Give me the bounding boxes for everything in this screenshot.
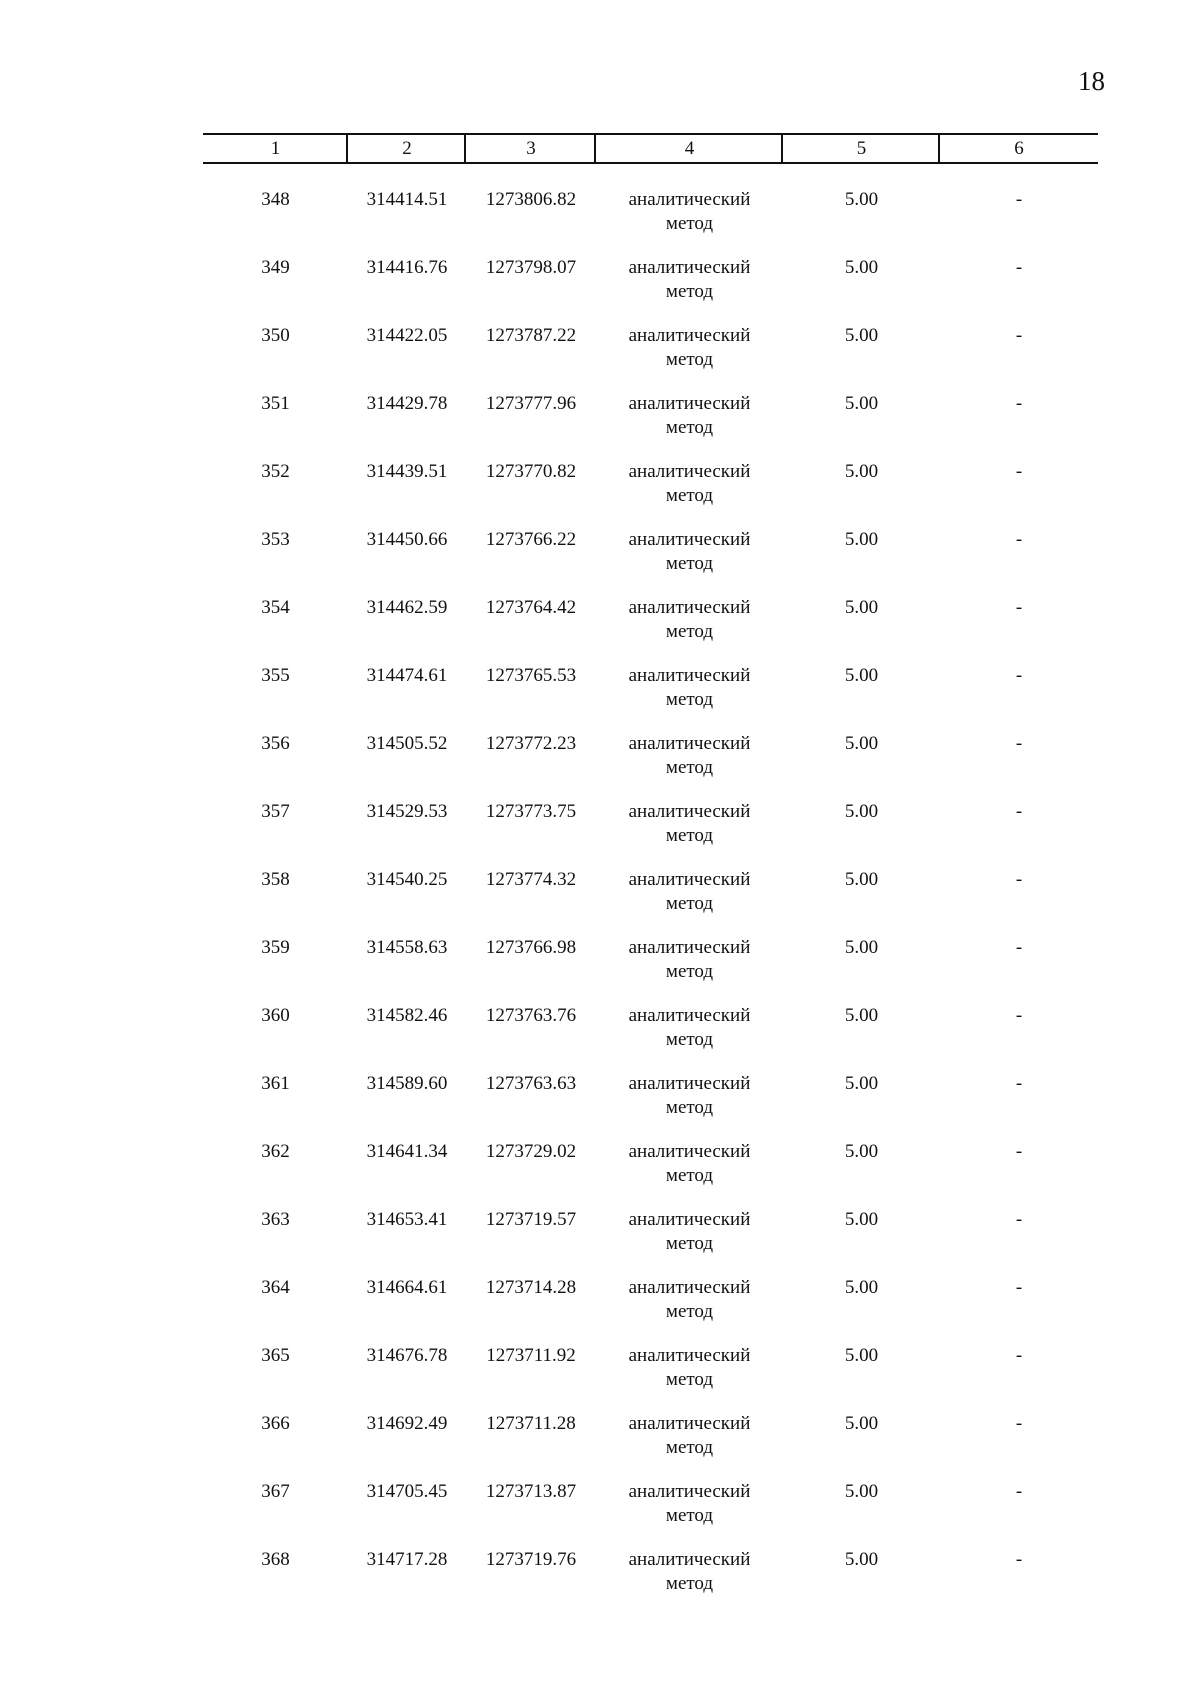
note-value: - bbox=[1015, 1413, 1023, 1434]
note-value: - bbox=[1015, 1073, 1023, 1094]
method-line-1: аналитический bbox=[628, 869, 751, 890]
determination-method bbox=[596, 1072, 783, 1120]
method-line-2: метод bbox=[665, 1301, 714, 1322]
coordinate-y: 1273713.87 bbox=[485, 1481, 577, 1502]
coordinate-y: 1273766.98 bbox=[485, 937, 577, 958]
method-line-2: метод bbox=[665, 1437, 714, 1458]
coordinate-x: 314641.34 bbox=[366, 1141, 448, 1162]
method-line-2: метод bbox=[665, 349, 714, 370]
method-line-2: метод bbox=[665, 825, 714, 846]
method-line-2: метод bbox=[665, 1029, 714, 1050]
coordinate-x: 314540.25 bbox=[366, 869, 448, 890]
coordinate-x: 314529.53 bbox=[366, 801, 448, 822]
accuracy-value: 5.00 bbox=[844, 189, 879, 210]
method-line-1: аналитический bbox=[628, 665, 751, 686]
determination-method bbox=[596, 1480, 783, 1528]
method-line-1: аналитический bbox=[628, 733, 751, 754]
determination-method bbox=[596, 1344, 783, 1392]
table-row bbox=[203, 324, 1098, 392]
coordinate-x: 314705.45 bbox=[366, 1481, 448, 1502]
method-line-1: аналитический bbox=[628, 1277, 751, 1298]
point-number: 362 bbox=[261, 1141, 290, 1162]
point-number: 360 bbox=[261, 1005, 290, 1026]
table-row bbox=[203, 1548, 1098, 1616]
table-row bbox=[203, 188, 1098, 256]
table-row bbox=[203, 392, 1098, 460]
determination-method bbox=[596, 528, 783, 576]
point-number: 353 bbox=[261, 529, 290, 550]
coordinate-x: 314582.46 bbox=[366, 1005, 448, 1026]
table-header bbox=[203, 133, 1098, 164]
note-value: - bbox=[1015, 1277, 1023, 1298]
point-number: 367 bbox=[261, 1481, 290, 1502]
accuracy-value: 5.00 bbox=[844, 461, 879, 482]
determination-method bbox=[596, 256, 783, 304]
coordinate-y: 1273765.53 bbox=[485, 665, 577, 686]
table-body bbox=[203, 188, 1098, 1616]
coordinate-y: 1273774.32 bbox=[485, 869, 577, 890]
method-line-2: метод bbox=[665, 281, 714, 302]
method-line-1: аналитический bbox=[628, 1549, 751, 1570]
coordinate-y: 1273763.76 bbox=[485, 1005, 577, 1026]
note-value: - bbox=[1015, 801, 1023, 822]
point-number: 352 bbox=[261, 461, 290, 482]
coordinate-x: 314558.63 bbox=[366, 937, 448, 958]
coordinate-y: 1273772.23 bbox=[485, 733, 577, 754]
point-number: 354 bbox=[261, 597, 290, 618]
method-line-1: аналитический bbox=[628, 1413, 751, 1434]
method-line-2: метод bbox=[665, 485, 714, 506]
determination-method bbox=[596, 596, 783, 644]
accuracy-value: 5.00 bbox=[844, 1141, 879, 1162]
accuracy-value: 5.00 bbox=[844, 325, 879, 346]
column-header-2: 2 bbox=[402, 138, 412, 159]
method-line-1: аналитический bbox=[628, 1345, 751, 1366]
coordinate-y: 1273719.57 bbox=[485, 1209, 577, 1230]
coordinate-x: 314474.61 bbox=[366, 665, 448, 686]
coordinate-y: 1273770.82 bbox=[485, 461, 577, 482]
coordinate-x: 314717.28 bbox=[366, 1549, 448, 1570]
coordinate-y: 1273806.82 bbox=[485, 189, 577, 210]
determination-method bbox=[596, 392, 783, 440]
note-value: - bbox=[1015, 1481, 1023, 1502]
coordinate-x: 314676.78 bbox=[366, 1345, 448, 1366]
accuracy-value: 5.00 bbox=[844, 937, 879, 958]
coordinate-x: 314416.76 bbox=[366, 257, 448, 278]
note-value: - bbox=[1015, 189, 1023, 210]
coordinate-x: 314589.60 bbox=[366, 1073, 448, 1094]
coordinate-x: 314429.78 bbox=[366, 393, 448, 414]
determination-method bbox=[596, 1208, 783, 1256]
note-value: - bbox=[1015, 529, 1023, 550]
column-header-1: 1 bbox=[270, 138, 281, 159]
accuracy-value: 5.00 bbox=[844, 801, 879, 822]
point-number: 366 bbox=[261, 1413, 290, 1434]
coordinate-y: 1273719.76 bbox=[485, 1549, 577, 1570]
accuracy-value: 5.00 bbox=[844, 529, 879, 550]
table-row bbox=[203, 1208, 1098, 1276]
coordinate-y: 1273764.42 bbox=[485, 597, 577, 618]
method-line-2: метод bbox=[665, 757, 714, 778]
method-line-2: метод bbox=[665, 689, 714, 710]
method-line-2: метод bbox=[665, 621, 714, 642]
point-number: 356 bbox=[261, 733, 290, 754]
method-line-1: аналитический bbox=[628, 801, 751, 822]
determination-method bbox=[596, 800, 783, 848]
coordinate-y: 1273714.28 bbox=[485, 1277, 577, 1298]
point-number: 350 bbox=[261, 325, 290, 346]
coordinate-x: 314462.59 bbox=[366, 597, 448, 618]
determination-method bbox=[596, 1412, 783, 1460]
method-line-1: аналитический bbox=[628, 1209, 751, 1230]
table-row bbox=[203, 732, 1098, 800]
coordinate-y: 1273711.28 bbox=[486, 1413, 576, 1434]
coordinates-table bbox=[203, 133, 1098, 1594]
point-number: 358 bbox=[261, 869, 290, 890]
note-value: - bbox=[1015, 665, 1023, 686]
method-line-1: аналитический bbox=[628, 257, 751, 278]
method-line-1: аналитический bbox=[628, 1141, 751, 1162]
method-line-2: метод bbox=[665, 553, 714, 574]
coordinate-x: 314414.51 bbox=[366, 189, 448, 210]
coordinate-y: 1273766.22 bbox=[485, 529, 577, 550]
column-header-5: 5 bbox=[856, 138, 867, 159]
coordinate-y: 1273763.63 bbox=[485, 1073, 577, 1094]
table-row bbox=[203, 1004, 1098, 1072]
determination-method bbox=[596, 1548, 783, 1596]
note-value: - bbox=[1015, 937, 1023, 958]
method-line-1: аналитический bbox=[628, 1481, 751, 1502]
coordinate-x: 314664.61 bbox=[366, 1277, 448, 1298]
method-line-2: метод bbox=[665, 1505, 714, 1526]
column-header-6: 6 bbox=[1014, 138, 1024, 159]
point-number: 355 bbox=[261, 665, 290, 686]
accuracy-value: 5.00 bbox=[844, 1549, 879, 1570]
determination-method bbox=[596, 868, 783, 916]
table-row bbox=[203, 868, 1098, 936]
coordinate-x: 314505.52 bbox=[366, 733, 448, 754]
point-number: 351 bbox=[261, 393, 290, 414]
method-line-2: метод bbox=[665, 417, 714, 438]
accuracy-value: 5.00 bbox=[844, 1005, 879, 1026]
method-line-1: аналитический bbox=[628, 393, 751, 414]
table-row bbox=[203, 460, 1098, 528]
accuracy-value: 5.00 bbox=[844, 733, 879, 754]
accuracy-value: 5.00 bbox=[844, 1209, 879, 1230]
table-row bbox=[203, 596, 1098, 664]
note-value: - bbox=[1015, 1005, 1023, 1026]
coordinate-y: 1273777.96 bbox=[485, 393, 577, 414]
note-value: - bbox=[1015, 597, 1023, 618]
coordinate-y: 1273787.22 bbox=[485, 325, 577, 346]
coordinate-y: 1273773.75 bbox=[485, 801, 577, 822]
note-value: - bbox=[1015, 1549, 1023, 1570]
accuracy-value: 5.00 bbox=[844, 1277, 879, 1298]
note-value: - bbox=[1015, 1209, 1023, 1230]
point-number: 368 bbox=[261, 1549, 290, 1570]
coordinate-y: 1273798.07 bbox=[485, 257, 577, 278]
note-value: - bbox=[1015, 869, 1023, 890]
point-number: 359 bbox=[261, 937, 290, 958]
coordinate-x: 314692.49 bbox=[366, 1413, 448, 1434]
note-value: - bbox=[1015, 461, 1023, 482]
table-row bbox=[203, 1412, 1098, 1480]
point-number: 361 bbox=[261, 1073, 290, 1094]
accuracy-value: 5.00 bbox=[844, 665, 879, 686]
column-header-3: 3 bbox=[526, 138, 536, 159]
accuracy-value: 5.00 bbox=[844, 1413, 879, 1434]
table-row bbox=[203, 1072, 1098, 1140]
table-row bbox=[203, 1276, 1098, 1344]
note-value: - bbox=[1015, 393, 1023, 414]
method-line-2: метод bbox=[665, 1369, 714, 1390]
table-row bbox=[203, 800, 1098, 868]
determination-method bbox=[596, 732, 783, 780]
table-row bbox=[203, 1140, 1098, 1208]
accuracy-value: 5.00 bbox=[844, 597, 879, 618]
method-line-2: метод bbox=[665, 893, 714, 914]
method-line-2: метод bbox=[665, 1573, 714, 1594]
page-number: 18 bbox=[1078, 66, 1105, 96]
accuracy-value: 5.00 bbox=[844, 1073, 879, 1094]
accuracy-value: 5.00 bbox=[844, 257, 879, 278]
determination-method bbox=[596, 188, 783, 236]
accuracy-value: 5.00 bbox=[844, 393, 879, 414]
coordinate-y: 1273711.92 bbox=[486, 1345, 576, 1366]
method-line-2: метод bbox=[665, 213, 714, 234]
determination-method bbox=[596, 1276, 783, 1324]
method-line-2: метод bbox=[665, 1165, 714, 1186]
table-row bbox=[203, 1480, 1098, 1548]
method-line-1: аналитический bbox=[628, 325, 751, 346]
accuracy-value: 5.00 bbox=[844, 1345, 879, 1366]
method-line-1: аналитический bbox=[628, 461, 751, 482]
table-row bbox=[203, 664, 1098, 732]
determination-method bbox=[596, 936, 783, 984]
determination-method bbox=[596, 664, 783, 712]
point-number: 364 bbox=[261, 1277, 290, 1298]
table-row bbox=[203, 936, 1098, 1004]
point-number: 357 bbox=[261, 801, 290, 822]
determination-method bbox=[596, 1140, 783, 1188]
method-line-1: аналитический bbox=[628, 937, 751, 958]
point-number: 349 bbox=[261, 257, 290, 278]
note-value: - bbox=[1015, 1141, 1023, 1162]
method-line-1: аналитический bbox=[628, 1073, 751, 1094]
determination-method bbox=[596, 324, 783, 372]
method-line-2: метод bbox=[665, 1097, 714, 1118]
coordinate-x: 314422.05 bbox=[366, 325, 448, 346]
determination-method bbox=[596, 1004, 783, 1052]
table-row bbox=[203, 528, 1098, 596]
note-value: - bbox=[1015, 1345, 1023, 1366]
point-number: 365 bbox=[261, 1345, 290, 1366]
method-line-2: метод bbox=[665, 961, 714, 982]
accuracy-value: 5.00 bbox=[844, 1481, 879, 1502]
method-line-2: метод bbox=[665, 1233, 714, 1254]
coordinate-x: 314439.51 bbox=[366, 461, 448, 482]
table-row bbox=[203, 1344, 1098, 1412]
point-number: 348 bbox=[261, 189, 290, 210]
coordinate-x: 314450.66 bbox=[366, 529, 448, 550]
method-line-1: аналитический bbox=[628, 1005, 751, 1026]
note-value: - bbox=[1015, 257, 1023, 278]
note-value: - bbox=[1015, 733, 1023, 754]
accuracy-value: 5.00 bbox=[844, 869, 879, 890]
coordinate-x: 314653.41 bbox=[366, 1209, 448, 1230]
method-line-1: аналитический bbox=[628, 529, 751, 550]
note-value: - bbox=[1015, 325, 1023, 346]
point-number: 363 bbox=[261, 1209, 290, 1230]
column-header-4: 4 bbox=[684, 138, 695, 159]
table-row bbox=[203, 256, 1098, 324]
method-line-1: аналитический bbox=[628, 189, 751, 210]
coordinate-y: 1273729.02 bbox=[485, 1141, 577, 1162]
determination-method bbox=[596, 460, 783, 508]
method-line-1: аналитический bbox=[628, 597, 751, 618]
